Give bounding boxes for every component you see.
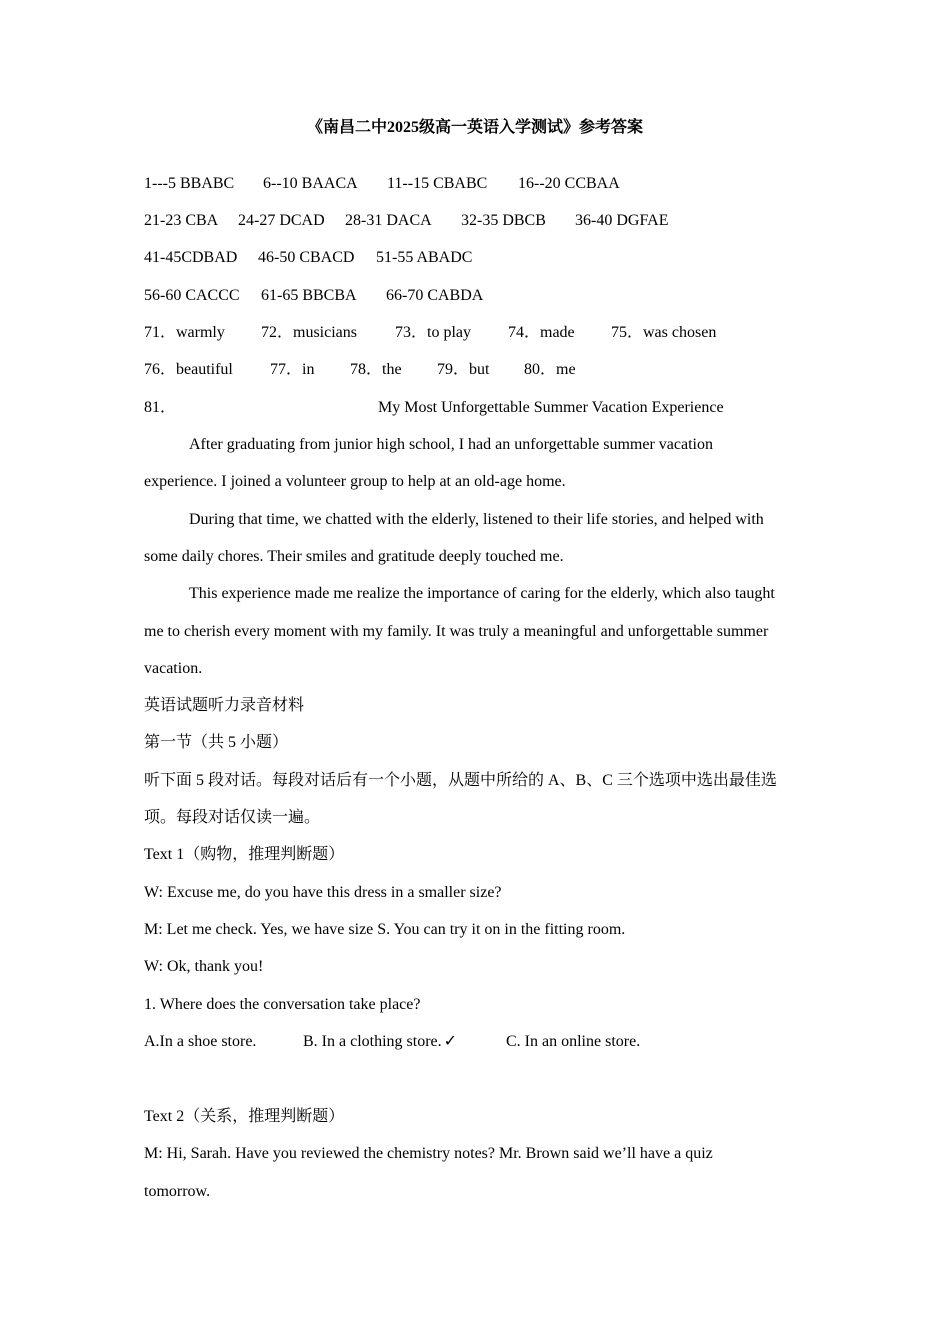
option-b (303, 1032, 457, 1052)
dialogue-line: W: Excuse me, do you have this dress in a smaller size? (144, 884, 502, 901)
answer-group: 76．beautiful (144, 361, 233, 378)
text1-label: Text 1（购物，推理判断题） (144, 846, 345, 863)
answer-group: 28-31 DACA (345, 212, 432, 229)
essay-line: some daily chores. Their smiles and gratitude deeply touched me. (144, 548, 564, 565)
answer-group: 66-70 CABDA (386, 287, 484, 304)
answer-group: 21-23 CBA (144, 212, 219, 229)
answer-group: 16--20 CCBAA (518, 175, 620, 192)
essay-line: me to cherish every moment with my family. It was truly a meaningful and unforgettable summer (144, 623, 769, 640)
answer-row-6 (144, 360, 576, 380)
option-b-label: B. In a clothing store. (303, 1033, 442, 1050)
option-a: A.In a shoe store. (144, 1033, 257, 1050)
check-mark-icon: ✓ (443, 1033, 458, 1050)
dialogue-line: M: Hi, Sarah. Have you reviewed the chemistry notes? Mr. Brown said we’ll have a quiz (144, 1145, 713, 1162)
essay-line: During that time, we chatted with the elderly, listened to their life stories, and helped with (189, 511, 764, 528)
instruction-line: 听下面 5 段对话。每段对话后有一个小题，从题中所给的 A、B、C 三个选项中选出最佳选 (144, 772, 777, 789)
answer-group: 72．musicians (261, 324, 357, 341)
answer-group: 46-50 CBACD (258, 249, 355, 266)
dialogue-line: W: Ok, thank you! (144, 958, 264, 975)
page-title: 《南昌二中2025级高一英语入学测试》参考答案 (306, 119, 643, 136)
answer-group: 77．in (270, 361, 315, 378)
answer-group: 73．to play (395, 324, 471, 341)
answer-group: 51-55 ABADC (376, 249, 473, 266)
answer-group: 56-60 CACCC (144, 287, 240, 304)
question-1-options (144, 1032, 641, 1052)
instruction-line: 项。每段对话仅读一遍。 (144, 809, 321, 826)
text2-label: Text 2（关系，推理判断题） (144, 1108, 345, 1125)
answer-group: 36-40 DGFAE (575, 212, 669, 229)
essay-heading: My Most Unforgettable Summer Vacation Experience (378, 399, 724, 416)
answer-row-5 (144, 323, 717, 343)
dialogue-line: M: Let me check. Yes, we have size S. You can try it on in the fitting room. (144, 921, 626, 938)
essay-line: experience. I joined a volunteer group to help at an old-age home. (144, 473, 566, 490)
answer-group: 79．but (437, 361, 490, 378)
answer-row-2 (144, 211, 669, 231)
answer-group: 32-35 DBCB (461, 212, 546, 229)
answer-group: 61-65 BBCBA (261, 287, 357, 304)
answer-group: 41-45CDBAD (144, 249, 238, 266)
essay-heading-row (144, 398, 724, 418)
essay-number: 81． (144, 399, 177, 416)
answer-group: 24-27 DCAD (238, 212, 325, 229)
answer-group: 74．made (508, 324, 575, 341)
answer-row-4 (144, 286, 484, 306)
essay-line: This experience made me realize the importance of caring for the elderly, which also taught (189, 585, 775, 602)
answer-row-3 (144, 248, 473, 268)
answer-group: 11--15 CBABC (387, 175, 488, 192)
dialogue-line: tomorrow. (144, 1183, 211, 1200)
answer-group: 75．was chosen (611, 324, 717, 341)
essay-line: vacation. (144, 660, 203, 677)
listening-heading: 英语试题听力录音材料 (144, 697, 305, 714)
essay-line: After graduating from junior high school, I had an unforgettable summer vacation (189, 436, 713, 453)
answer-group: 78．the (350, 361, 402, 378)
answer-group: 71．warmly (144, 324, 225, 341)
answer-group: 6--10 BAACA (263, 175, 358, 192)
option-c: C. In an online store. (506, 1033, 641, 1050)
answer-group: 1---5 BBABC (144, 175, 235, 192)
section-heading: 第一节（共 5 小题） (144, 734, 289, 751)
question-1: 1. Where does the conversation take place? (144, 996, 421, 1013)
answer-row-1 (144, 174, 620, 194)
answer-group: 80．me (524, 361, 576, 378)
